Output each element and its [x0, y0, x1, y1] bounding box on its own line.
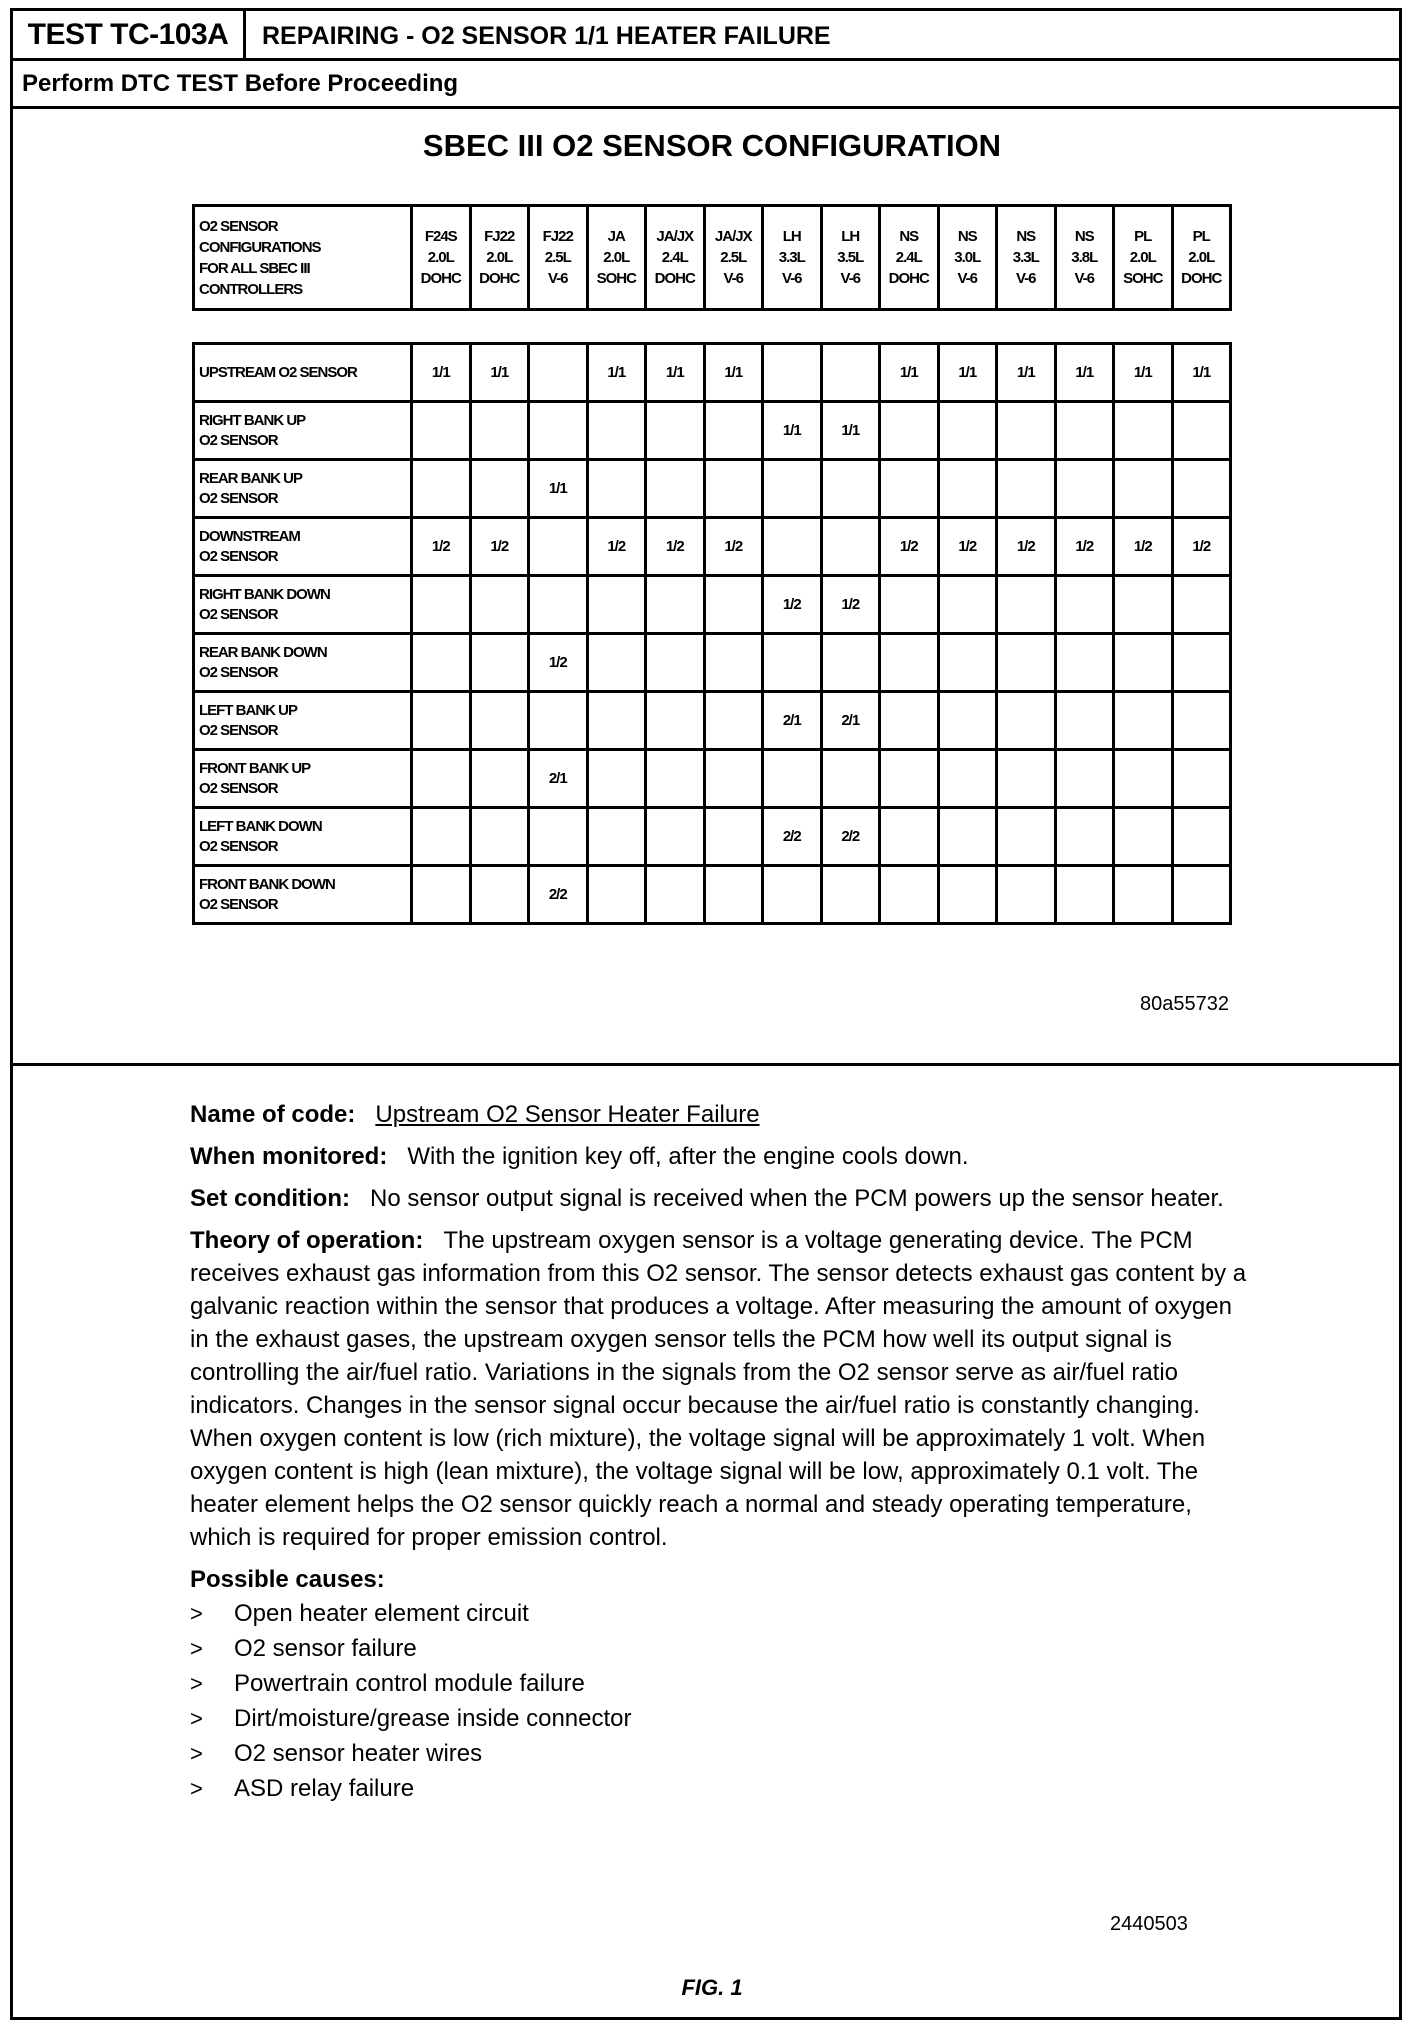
sensor-cell [646, 750, 705, 808]
sensor-cell: 2/1 [763, 692, 822, 750]
chevron-right-icon: > [190, 1706, 203, 1731]
name-of-code-value: Upstream O2 Sensor Heater Failure [375, 1101, 760, 1128]
column-model: JA/JX [714, 228, 752, 245]
column-type: V-6 [547, 270, 568, 287]
column-model: LH [841, 228, 860, 245]
sensor-cell: 1/1 [470, 344, 529, 402]
table-row [194, 576, 1231, 634]
sensor-cell: 1/2 [880, 518, 939, 576]
chevron-right-icon: > [190, 1741, 203, 1766]
table-row [194, 866, 1231, 924]
column-model: JA/JX [656, 228, 694, 245]
sensor-cell: 1/2 [763, 576, 822, 634]
vehicle-column-header [821, 206, 880, 310]
sensor-cell: 1/2 [1172, 518, 1231, 576]
row-label-line: RIGHT BANK DOWN [199, 585, 330, 603]
sensor-cell [821, 518, 880, 576]
cause-text: O2 sensor failure [234, 1635, 417, 1662]
sensor-cell [470, 692, 529, 750]
row-label-line: REAR BANK UP [199, 469, 303, 487]
column-type: V-6 [781, 270, 802, 287]
chevron-right-icon: > [190, 1601, 203, 1626]
sensor-cell [704, 402, 763, 460]
row-label-line: REAR BANK DOWN [199, 643, 327, 661]
column-displacement: 2.5L [544, 249, 571, 266]
row-label-line: O2 SENSOR [199, 837, 278, 855]
sensor-cell [1172, 808, 1231, 866]
vehicle-column-header [1055, 206, 1114, 310]
list-item [190, 1631, 1250, 1666]
table-row [194, 402, 1231, 460]
sensor-cell: 1/2 [821, 576, 880, 634]
sensor-cell [470, 460, 529, 518]
set-condition [190, 1182, 1250, 1215]
column-displacement: 3.0L [954, 249, 981, 266]
sensor-cell [1114, 808, 1173, 866]
sensor-cell [763, 344, 822, 402]
vehicle-column-header [587, 206, 646, 310]
column-displacement: 2.0L [603, 249, 630, 266]
sensor-cell: 1/1 [646, 344, 705, 402]
sensor-cell: 1/2 [938, 518, 997, 576]
sensor-cell [412, 402, 471, 460]
sensor-cell [763, 460, 822, 518]
column-model: JA [607, 228, 625, 245]
sensor-cell [646, 808, 705, 866]
sensor-cell: 1/1 [938, 344, 997, 402]
sensor-cell [821, 750, 880, 808]
sensor-cell [763, 634, 822, 692]
sensor-cell [587, 692, 646, 750]
sensor-cell [646, 402, 705, 460]
sensor-cell: 1/1 [529, 460, 588, 518]
sensor-cell [1172, 576, 1231, 634]
config-header-table [192, 204, 1232, 311]
sensor-cell [880, 808, 939, 866]
sensor-cell [938, 750, 997, 808]
sensor-cell: 1/1 [1055, 344, 1114, 402]
row-label-line: UPSTREAM O2 SENSOR [199, 363, 357, 381]
sensor-cell [1055, 634, 1114, 692]
sensor-cell [938, 808, 997, 866]
sensor-row-label [194, 344, 412, 402]
sensor-cell [704, 866, 763, 924]
cause-text: Open heater element circuit [234, 1600, 529, 1627]
possible-causes-list [190, 1596, 1250, 1806]
test-id: TEST TC-103A [27, 17, 229, 51]
sensor-cell [412, 576, 471, 634]
sensor-cell [880, 634, 939, 692]
sensor-cell [938, 402, 997, 460]
table-row [194, 808, 1231, 866]
sensor-cell [938, 634, 997, 692]
sensor-cell [587, 402, 646, 460]
column-model: F24S [424, 228, 457, 245]
sensor-cell [880, 576, 939, 634]
sensor-cell [997, 692, 1056, 750]
vehicle-column-header [1172, 206, 1231, 310]
column-displacement: 2.0L [1129, 249, 1156, 266]
column-displacement: 3.3L [778, 249, 805, 266]
table-row [194, 460, 1231, 518]
subtitle-divider [10, 106, 1402, 109]
vehicle-column-header [470, 206, 529, 310]
header-label-line: CONFIGURATIONS [199, 238, 321, 256]
config-header-label [194, 206, 412, 310]
column-displacement: 3.8L [1071, 249, 1098, 266]
list-item [190, 1736, 1250, 1771]
sensor-row-label [194, 518, 412, 576]
column-model: PL [1134, 228, 1152, 245]
row-label-line: O2 SENSOR [199, 605, 278, 623]
sensor-cell [1055, 460, 1114, 518]
column-displacement: 2.0L [427, 249, 454, 266]
sensor-cell: 1/2 [997, 518, 1056, 576]
when-monitored-value: With the ignition key off, after the engine cools down. [407, 1143, 969, 1170]
sensor-cell [470, 808, 529, 866]
figure-id: 80a55732 [1140, 993, 1229, 1015]
sensor-row-label [194, 750, 412, 808]
column-displacement: 3.3L [1012, 249, 1039, 266]
section-divider [10, 1063, 1402, 1066]
name-of-code [190, 1098, 1250, 1131]
sensor-cell: 1/2 [704, 518, 763, 576]
sensor-cell [1114, 460, 1173, 518]
column-model: NS [957, 228, 977, 245]
cause-text: Dirt/moisture/grease inside connector [234, 1705, 632, 1732]
vehicle-column-header [412, 206, 471, 310]
cause-text: ASD relay failure [234, 1775, 415, 1802]
sensor-cell: 1/1 [880, 344, 939, 402]
sensor-cell [704, 460, 763, 518]
theory-value: The upstream oxygen sensor is a voltage generating device. The PCM receives exhaust gas information from this O2 sensor. The sensor detects exhaust gas content by a galvanic reaction within the sensor that produces a voltage. After measuring the amount of oxygen in the exhaust gases, the upstream oxygen sensor tells the PCM how well its output signal is controlling the air/fuel ratio. Variations in the signals from the O2 sensor serve as air/fuel ratio indicators. Changes in the sensor signal occur because the air/fuel ratio is constantly changing. When oxygen content is low (rich mixture), the voltage signal will be approximately 1 volt. When oxygen content is high (lean mixture), the voltage signal will be low, approximately 0.1 volt. The heater element helps the O2 sensor quickly reach a normal and steady operating temperature, which is required for proper emission control. [190, 1227, 1247, 1551]
sensor-cell [1114, 402, 1173, 460]
vehicle-column-header [997, 206, 1056, 310]
sensor-cell [1114, 750, 1173, 808]
column-displacement: 2.5L [720, 249, 747, 266]
sensor-cell: 1/1 [1172, 344, 1231, 402]
sensor-cell: 1/2 [646, 518, 705, 576]
column-type: DOHC [888, 270, 929, 287]
table-row [194, 344, 1231, 402]
sensor-cell [1172, 402, 1231, 460]
chevron-right-icon: > [190, 1636, 203, 1661]
sensor-cell [821, 344, 880, 402]
sensor-cell: 2/2 [763, 808, 822, 866]
sensor-cell: 1/1 [997, 344, 1056, 402]
header-divider [10, 58, 1402, 61]
sensor-cell [1114, 634, 1173, 692]
sensor-cell: 2/1 [821, 692, 880, 750]
column-model: LH [782, 228, 801, 245]
column-type: SOHC [596, 270, 636, 287]
sensor-cell [587, 750, 646, 808]
sensor-cell [704, 634, 763, 692]
sensor-cell [470, 402, 529, 460]
sensor-cell [587, 808, 646, 866]
row-label-line: O2 SENSOR [199, 489, 278, 507]
list-item [190, 1771, 1250, 1806]
sensor-cell [646, 866, 705, 924]
sensor-cell: 1/2 [412, 518, 471, 576]
header-label-line: FOR ALL SBEC III [199, 259, 310, 277]
sensor-cell [997, 460, 1056, 518]
sensor-cell: 2/2 [529, 866, 588, 924]
sensor-cell [646, 460, 705, 518]
sensor-cell [1055, 866, 1114, 924]
column-model: NS [899, 228, 919, 245]
sensor-cell [529, 344, 588, 402]
sensor-cell [997, 402, 1056, 460]
sensor-cell [470, 750, 529, 808]
sensor-cell [470, 576, 529, 634]
sensor-cell [412, 866, 471, 924]
sensor-cell [646, 576, 705, 634]
column-displacement: 2.4L [895, 249, 922, 266]
test-id-box [10, 8, 246, 61]
sensor-cell [821, 634, 880, 692]
sensor-cell [587, 866, 646, 924]
column-displacement: 2.0L [1188, 249, 1215, 266]
vehicle-column-header [763, 206, 822, 310]
sensor-cell [587, 576, 646, 634]
header-label-line: CONTROLLERS [199, 280, 303, 298]
sensor-cell [412, 460, 471, 518]
column-type: DOHC [1181, 270, 1222, 287]
sensor-cell [1055, 576, 1114, 634]
sensor-cell [1114, 692, 1173, 750]
sensor-cell [1172, 750, 1231, 808]
document-id: 2440503 [1110, 1913, 1188, 1935]
config-body-table [192, 342, 1232, 925]
sensor-cell [880, 460, 939, 518]
sensor-row-label [194, 808, 412, 866]
column-type: V-6 [1015, 270, 1036, 287]
sensor-cell [704, 750, 763, 808]
column-displacement: 2.4L [661, 249, 688, 266]
sensor-cell [1055, 750, 1114, 808]
row-label-line: O2 SENSOR [199, 431, 278, 449]
sensor-cell: 1/2 [587, 518, 646, 576]
sensor-cell: 1/1 [821, 402, 880, 460]
sensor-cell [529, 402, 588, 460]
column-type: DOHC [420, 270, 461, 287]
sensor-cell [1172, 460, 1231, 518]
sensor-row-label [194, 634, 412, 692]
column-type: V-6 [840, 270, 860, 287]
cause-text: O2 sensor heater wires [234, 1740, 483, 1767]
sensor-row-label [194, 692, 412, 750]
row-label-line: O2 SENSOR [199, 663, 278, 681]
sensor-row-label [194, 866, 412, 924]
figure-caption: FIG. 1 [681, 1975, 743, 2000]
column-type: V-6 [1074, 270, 1094, 287]
column-model: NS [1016, 228, 1036, 245]
sensor-cell [587, 634, 646, 692]
sensor-cell: 2/2 [821, 808, 880, 866]
table-row [194, 518, 1231, 576]
sensor-cell [529, 808, 588, 866]
vehicle-column-header [1114, 206, 1173, 310]
sensor-cell [821, 866, 880, 924]
sensor-cell: 1/1 [704, 344, 763, 402]
column-type: DOHC [479, 270, 520, 287]
sensor-cell: 1/2 [470, 518, 529, 576]
vehicle-column-header [646, 206, 705, 310]
when-monitored-label: When monitored: [190, 1143, 388, 1170]
sensor-cell [938, 692, 997, 750]
sensor-cell: 1/1 [412, 344, 471, 402]
table-row [194, 750, 1231, 808]
row-label-line: RIGHT BANK UP [199, 411, 306, 429]
column-displacement: 3.5L [837, 249, 864, 266]
sensor-cell [938, 576, 997, 634]
column-model: PL [1192, 228, 1210, 245]
vehicle-column-header [938, 206, 997, 310]
sensor-cell [821, 460, 880, 518]
sensor-cell [1172, 634, 1231, 692]
column-type: V-6 [957, 270, 977, 287]
sensor-cell [412, 692, 471, 750]
sensor-cell [997, 634, 1056, 692]
list-item [190, 1701, 1250, 1736]
sensor-cell [880, 402, 939, 460]
column-type: V-6 [723, 270, 743, 287]
sensor-row-label [194, 460, 412, 518]
test-subtitle: Perform DTC TEST Before Proceeding [22, 70, 459, 97]
header-label-line: O2 SENSOR [199, 217, 278, 235]
sensor-cell [880, 692, 939, 750]
sensor-cell: 1/2 [1055, 518, 1114, 576]
sensor-cell [470, 634, 529, 692]
row-label-line: LEFT BANK DOWN [199, 817, 322, 835]
sensor-cell [529, 692, 588, 750]
column-model: FJ22 [542, 228, 573, 245]
row-label-line: O2 SENSOR [199, 895, 278, 913]
cause-text: Powertrain control module failure [234, 1670, 585, 1697]
row-label-line: O2 SENSOR [199, 547, 278, 565]
set-condition-value: No sensor output signal is received when the PCM powers up the sensor heater. [370, 1185, 1224, 1212]
sensor-cell [704, 808, 763, 866]
sensor-cell [587, 460, 646, 518]
vehicle-column-header [529, 206, 588, 310]
sensor-row-label [194, 402, 412, 460]
row-label-line: FRONT BANK DOWN [199, 875, 335, 893]
sensor-cell [763, 750, 822, 808]
sensor-cell: 1/1 [587, 344, 646, 402]
list-item [190, 1596, 1250, 1631]
figure-title: SBEC III O2 SENSOR CONFIGURATION [422, 128, 1002, 163]
sensor-cell [412, 750, 471, 808]
sensor-cell [1114, 866, 1173, 924]
column-type: SOHC [1123, 270, 1163, 287]
test-title: REPAIRING - O2 SENSOR 1/1 HEATER FAILURE [262, 22, 831, 50]
list-item [190, 1666, 1250, 1701]
code-details [190, 1098, 1250, 1806]
sensor-cell [997, 808, 1056, 866]
sensor-cell [529, 576, 588, 634]
sensor-cell [997, 866, 1056, 924]
vehicle-column-header [880, 206, 939, 310]
sensor-cell [412, 634, 471, 692]
sensor-cell [1055, 692, 1114, 750]
sensor-cell [938, 460, 997, 518]
row-label-line: O2 SENSOR [199, 721, 278, 739]
sensor-cell [1114, 576, 1173, 634]
column-model: FJ22 [484, 228, 515, 245]
sensor-cell [470, 866, 529, 924]
sensor-cell [938, 866, 997, 924]
row-label-line: FRONT BANK UP [199, 759, 311, 777]
column-displacement: 2.0L [486, 249, 513, 266]
sensor-cell [1172, 866, 1231, 924]
sensor-cell [412, 808, 471, 866]
sensor-row-label [194, 576, 412, 634]
sensor-cell: 1/1 [1114, 344, 1173, 402]
row-label-line: DOWNSTREAM [199, 527, 300, 545]
sensor-cell [1055, 808, 1114, 866]
row-label-line: O2 SENSOR [199, 779, 278, 797]
sensor-cell [704, 576, 763, 634]
sensor-cell [1172, 692, 1231, 750]
sensor-cell [997, 750, 1056, 808]
vehicle-column-header [704, 206, 763, 310]
row-label-line: LEFT BANK UP [199, 701, 297, 719]
column-type: DOHC [654, 270, 695, 287]
theory-label: Theory of operation: [190, 1227, 424, 1254]
table-row [194, 692, 1231, 750]
possible-causes-label: Possible causes: [190, 1566, 385, 1593]
sensor-cell [763, 518, 822, 576]
chevron-right-icon: > [190, 1776, 203, 1801]
sensor-cell [646, 634, 705, 692]
config-header-row [194, 206, 1231, 310]
set-condition-label: Set condition: [190, 1185, 350, 1212]
sensor-cell [1055, 402, 1114, 460]
sensor-cell [997, 576, 1056, 634]
sensor-cell: 1/1 [763, 402, 822, 460]
table-row [194, 634, 1231, 692]
theory-of-operation [190, 1224, 1250, 1554]
chevron-right-icon: > [190, 1671, 203, 1696]
when-monitored [190, 1140, 1250, 1173]
sensor-cell [646, 692, 705, 750]
sensor-cell: 2/1 [529, 750, 588, 808]
sensor-cell: 1/2 [1114, 518, 1173, 576]
sensor-cell [880, 750, 939, 808]
sensor-cell: 1/2 [529, 634, 588, 692]
sensor-cell [704, 692, 763, 750]
column-model: NS [1074, 228, 1094, 245]
sensor-cell [880, 866, 939, 924]
sensor-cell [529, 518, 588, 576]
sensor-cell [763, 866, 822, 924]
name-of-code-label: Name of code: [190, 1101, 356, 1128]
